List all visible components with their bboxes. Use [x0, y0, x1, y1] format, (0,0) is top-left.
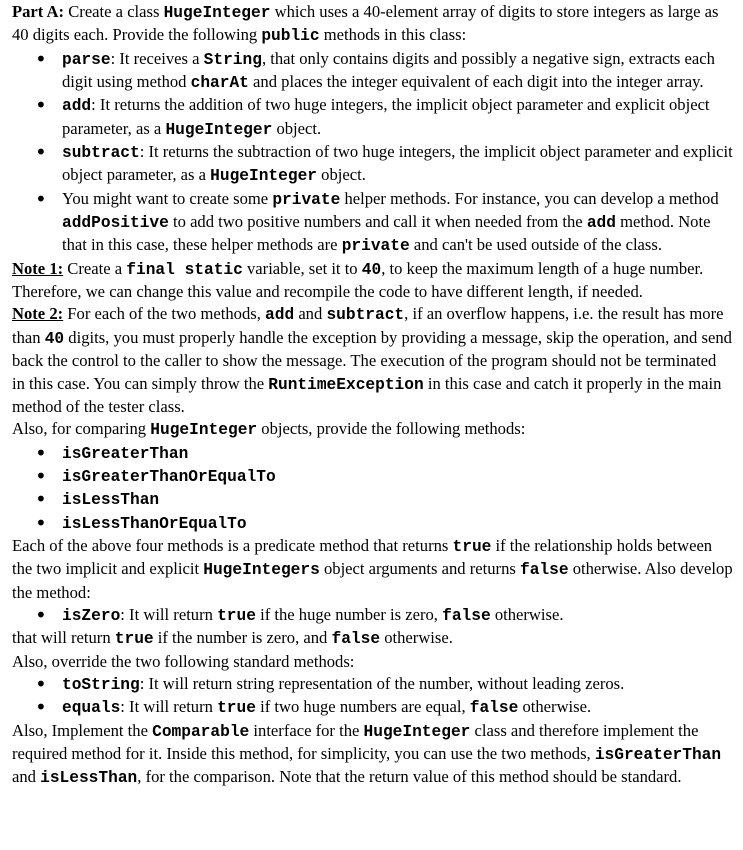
- code-term: true: [452, 537, 492, 556]
- code-term: true: [114, 630, 154, 649]
- part-a-paragraph: [12, 1, 733, 48]
- part-a-label: Part A:: [12, 2, 65, 21]
- text: variable, set it to: [242, 258, 362, 278]
- method-name: add: [62, 97, 92, 116]
- text: that will return: [12, 628, 115, 648]
- code-term: HugeInteger: [150, 421, 258, 440]
- text: otherwise.: [490, 604, 564, 624]
- note-1-label: Note 1:: [12, 258, 64, 278]
- method-name: equals: [62, 699, 121, 718]
- text: Create a: [63, 258, 127, 278]
- code-term: false: [442, 606, 491, 625]
- text: , to keep the maximum length of a huge number. Therefore, we can change this value and recompile the code to have different length, if needed.: [12, 258, 704, 302]
- code-term: true: [217, 699, 256, 718]
- that-will-return-paragraph: [12, 627, 733, 650]
- text: to add two positive numbers and call it when needed from the: [168, 212, 587, 232]
- text: if the relationship holds between the two implicit and explicit: [12, 535, 713, 579]
- code-term: public: [261, 27, 320, 46]
- text: : It receives a: [110, 48, 204, 68]
- text: method. Note that in this case, these helper methods are: [62, 212, 711, 255]
- text: objects, provide the following methods:: [257, 419, 526, 439]
- method-name: subtract: [62, 144, 140, 163]
- code-term: private: [341, 237, 410, 256]
- text: otherwise.: [380, 628, 453, 648]
- text: You might want to create some: [62, 188, 273, 208]
- list-item-helpers: [62, 188, 733, 258]
- override-paragraph: [12, 651, 733, 673]
- predicate-description: [12, 535, 733, 604]
- text: in this case and catch it properly in the main method of the tester class.: [12, 373, 722, 416]
- code-term: add: [265, 306, 295, 325]
- code-term: false: [331, 630, 381, 649]
- note-1-paragraph: [12, 258, 733, 304]
- list-item-parse: [62, 48, 733, 95]
- text: which uses a 40-element array of digits to store integers as large as 40 digits each. Provide the following: [12, 2, 719, 45]
- comparing-paragraph: [12, 418, 733, 441]
- text: and places the integer equivalent of each digit into the integer array.: [248, 72, 704, 92]
- code-term: HugeInteger: [210, 167, 317, 186]
- list-item-predicate: [62, 465, 733, 488]
- text: : It will return: [120, 697, 218, 717]
- text: and: [12, 767, 41, 787]
- list-item-predicate: [62, 442, 733, 465]
- text: : It returns the addition of two huge integers, the implicit object parameter and explicit object parameter, as a: [62, 95, 710, 138]
- text: digits, you must properly handle the exception by providing a message, skip the operation, and send back the control to the caller to show the message. The execution of the program should not be terminated in this case. You can simply throw the: [12, 327, 732, 393]
- method-name: isLessThanOrEqualTo: [62, 514, 247, 533]
- code-term: charAt: [190, 74, 249, 93]
- text: otherwise. Also develop the method:: [12, 559, 733, 602]
- method-name: toString: [62, 675, 140, 694]
- code-term: false: [519, 561, 569, 580]
- text: otherwise.: [518, 697, 592, 717]
- text: Also, Implement the: [12, 720, 153, 740]
- method-name: isZero: [62, 606, 121, 625]
- list-item-tostring: [62, 673, 733, 696]
- predicate-methods-list: [12, 442, 733, 535]
- text: , for the comparison. Note that the return value of this method should be standard.: [137, 767, 682, 787]
- text: if the huge number is zero,: [255, 604, 443, 624]
- code-term: String: [203, 50, 262, 69]
- method-name: isGreaterThan: [62, 444, 189, 463]
- iszero-list: [12, 604, 733, 627]
- text: if two huge numbers are equal,: [255, 697, 470, 717]
- text: and can't be used outside of the class.: [409, 235, 662, 255]
- code-term: false: [469, 699, 519, 718]
- override-methods-list: [12, 673, 733, 720]
- list-item-equals: [62, 696, 733, 719]
- text: Each of the above four methods is a predicate method that returns: [12, 535, 453, 555]
- text: Create a class: [64, 2, 164, 21]
- code-term: final static: [126, 260, 243, 279]
- list-item-subtract: [62, 141, 733, 188]
- code-term: HugeInteger: [363, 722, 471, 741]
- list-item-iszero: [62, 604, 733, 627]
- code-term: 40: [361, 260, 382, 279]
- method-name: parse: [62, 50, 111, 69]
- method-name: isLessThan: [62, 491, 160, 510]
- text: interface for the: [249, 720, 364, 740]
- text: object arguments and returns: [319, 559, 520, 579]
- code-term: add: [586, 214, 616, 233]
- comparable-paragraph: [12, 720, 733, 790]
- text: object.: [317, 165, 366, 185]
- text: object.: [272, 118, 322, 138]
- list-item-add: [62, 94, 733, 141]
- text: if the number is zero, and: [153, 628, 332, 648]
- text: , if an overflow happens, i.e. the result has more than: [12, 304, 724, 347]
- text: : It will return: [120, 604, 218, 624]
- text: helper methods. For instance, you can develop a method: [340, 188, 719, 208]
- method-name: isGreaterThanOrEqualTo: [62, 467, 276, 486]
- text: Also, for comparing: [12, 419, 151, 439]
- code-term: isGreaterThan: [594, 746, 722, 764]
- text: , that only contains digits and possibly a negative sign, extracts each digit using method: [62, 48, 715, 92]
- note-2-paragraph: [12, 303, 733, 418]
- code-term: HugeInteger: [163, 4, 271, 22]
- code-term: private: [272, 190, 341, 209]
- code-term: Comparable: [152, 722, 250, 741]
- code-term: 40: [44, 329, 65, 348]
- code-term: addPositive: [62, 214, 169, 233]
- methods-list: [12, 48, 733, 258]
- text: : It will return string representation of the number, without leading zeros.: [139, 673, 625, 693]
- list-item-predicate: [62, 488, 733, 511]
- text: : It returns the subtraction of two huge integers, the implicit object parameter and explicit object parameter, as a: [62, 142, 733, 185]
- text: Also, override the two following standard methods:: [12, 651, 355, 671]
- code-term: isLessThan: [40, 769, 138, 788]
- text: and: [294, 304, 327, 324]
- code-term: true: [217, 606, 256, 625]
- code-term: RuntimeException: [268, 375, 424, 394]
- code-term: HugeIntegers: [203, 561, 320, 580]
- note-2-label: Note 2:: [12, 304, 64, 324]
- text: class and therefore implement the required method for it. Inside this method, for simplicity, you can use the two methods,: [12, 720, 699, 763]
- code-term: subtract: [326, 306, 405, 325]
- list-item-predicate: [62, 512, 733, 535]
- text: methods in this class:: [319, 25, 467, 45]
- text: For each of the two methods,: [63, 304, 266, 324]
- code-term: HugeInteger: [165, 120, 273, 139]
